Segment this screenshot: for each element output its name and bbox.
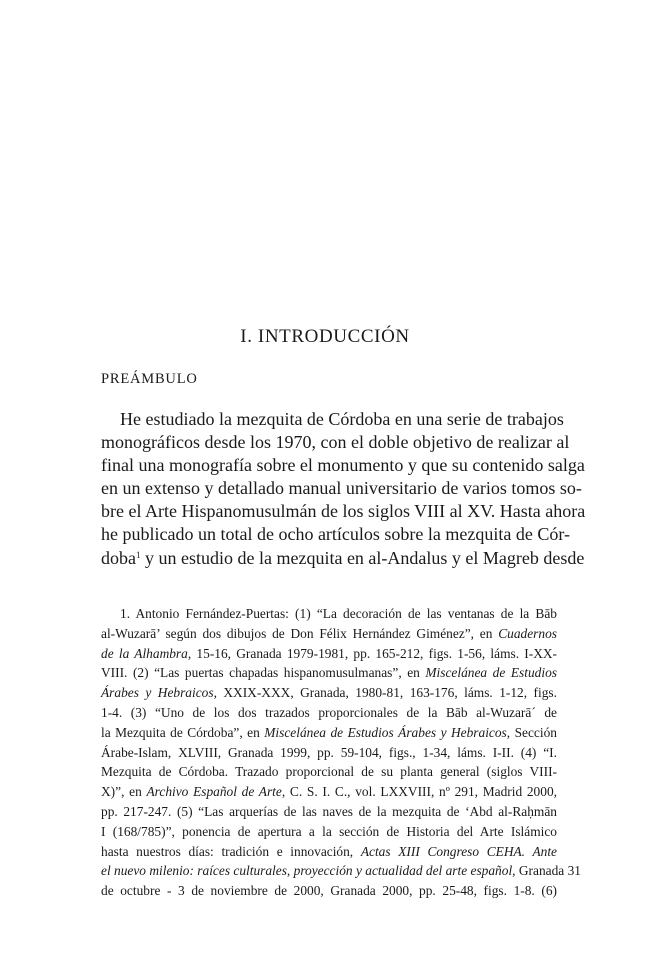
footnote-line — [101, 782, 557, 802]
body-text-fragment: doba — [101, 547, 136, 568]
footnote-line — [101, 723, 557, 743]
body-line: bre el Arte Hispanomusulmán de los siglos VIII al XV. Hasta ahora — [101, 501, 586, 522]
footnote-line: pp. 217-247. (5) “Las arquerías de las naves de la mezquita de ‘Abd al-Raḥmān — [101, 803, 557, 819]
footnote-italic: Miscelánea de Estudios — [425, 665, 557, 681]
footnote-text: X)”, en — [101, 784, 147, 800]
body-line: He estudiado la mezquita de Córdoba en una serie de trabajos — [120, 409, 564, 429]
footnote-italic: de la Alhambra — [101, 645, 188, 661]
body-line: final una monografía sobre el monumento y que su contenido salga — [101, 455, 585, 476]
footnote-text: , C. S. I. C., vol. LXXVIII, nº 291, Madrid 2000, — [281, 784, 557, 800]
body-line: en un extenso y detallado manual universitario de varios tomos so- — [101, 478, 582, 499]
footnote-italic: Miscelánea de Estudios Árabes y Hebraicos — [264, 724, 507, 740]
footnote-text: al-Wuzarā’ según dos dibujos de Don Félix Hernández Giménez”, en — [101, 625, 499, 641]
footnote-line: I (168/785)”, ponencia de apertura a la sección de Historia del Arte Islámico — [101, 823, 557, 839]
footnote-line — [101, 842, 557, 862]
body-line: monográficos desde los 1970, con el doble objetivo de realizar al — [101, 432, 570, 453]
footnote-italic: Cuadernos — [498, 625, 557, 641]
footnote-line: Árabe-Islam, XLVIII, Granada 1999, pp. 59-104, figs., 1-34, láms. I-II. (4) “I. — [101, 744, 557, 760]
footnote-line: de octubre - 3 de noviembre de 2000, Granada 2000, pp. 25-48, figs. 1-8. (6) — [101, 883, 557, 899]
section-heading: PREÁMBULO — [101, 371, 198, 387]
footnote-line: Mezquita de Córdoba. Trazado proporcional de su planta general (siglos VIII- — [101, 764, 557, 780]
footnote-line: 1-4. (3) “Uno de los dos trazados proporcionales de la Bāb al-Wuzarā´ de — [101, 704, 557, 720]
footnote-line: 1. Antonio Fernández-Puertas: (1) “La decoración de las ventanas de la Bāb — [120, 606, 557, 621]
footnote-text: , XXIX-XXX, Granada, 1980-81, 163-176, láms. 1-12, figs. — [213, 685, 557, 701]
footnote-line — [101, 663, 557, 683]
footnote-text: la Mezquita de Córdoba”, en — [101, 724, 265, 740]
chapter-title: I. INTRODUCCIÓN — [240, 326, 410, 347]
footnote-line — [101, 861, 581, 881]
footnote-text: , 15-16, Granada 1979-1981, pp. 165-212, figs. 1-56, láms. I-XX- — [187, 645, 557, 661]
body-line-last — [101, 547, 585, 570]
footnote-italic: el nuevo milenio: raíces culturales, proyección y actualidad del arte español — [101, 863, 513, 879]
footnote-italic: Archivo Español de Arte — [146, 784, 282, 800]
footnote-line — [101, 683, 557, 703]
footnote-line — [101, 644, 557, 664]
footnote-text: hasta nuestros días: tradición e innovación, — [101, 843, 361, 859]
footnote-reference[interactable]: 1 — [136, 549, 141, 560]
footnote-italic: Árabes y Hebraicos — [101, 685, 214, 701]
footnote-text: VIII. (2) “Las puertas chapadas hispanomusulmanas”, en — [101, 665, 426, 681]
footnote-1 — [101, 604, 581, 901]
body-paragraph — [101, 408, 586, 570]
body-text-fragment: y un estudio de la mezquita en al-Andalus y el Magreb desde — [145, 547, 585, 568]
footnote-line — [101, 624, 557, 644]
footnote-text: , Sección — [506, 724, 557, 740]
body-line: he publicado un total de ocho artículos sobre la mezquita de Cór- — [101, 524, 570, 545]
footnote-italic: Actas XIII Congreso CEHA. Ante — [360, 843, 557, 859]
footnote-text: , Granada 31 — [512, 863, 581, 879]
